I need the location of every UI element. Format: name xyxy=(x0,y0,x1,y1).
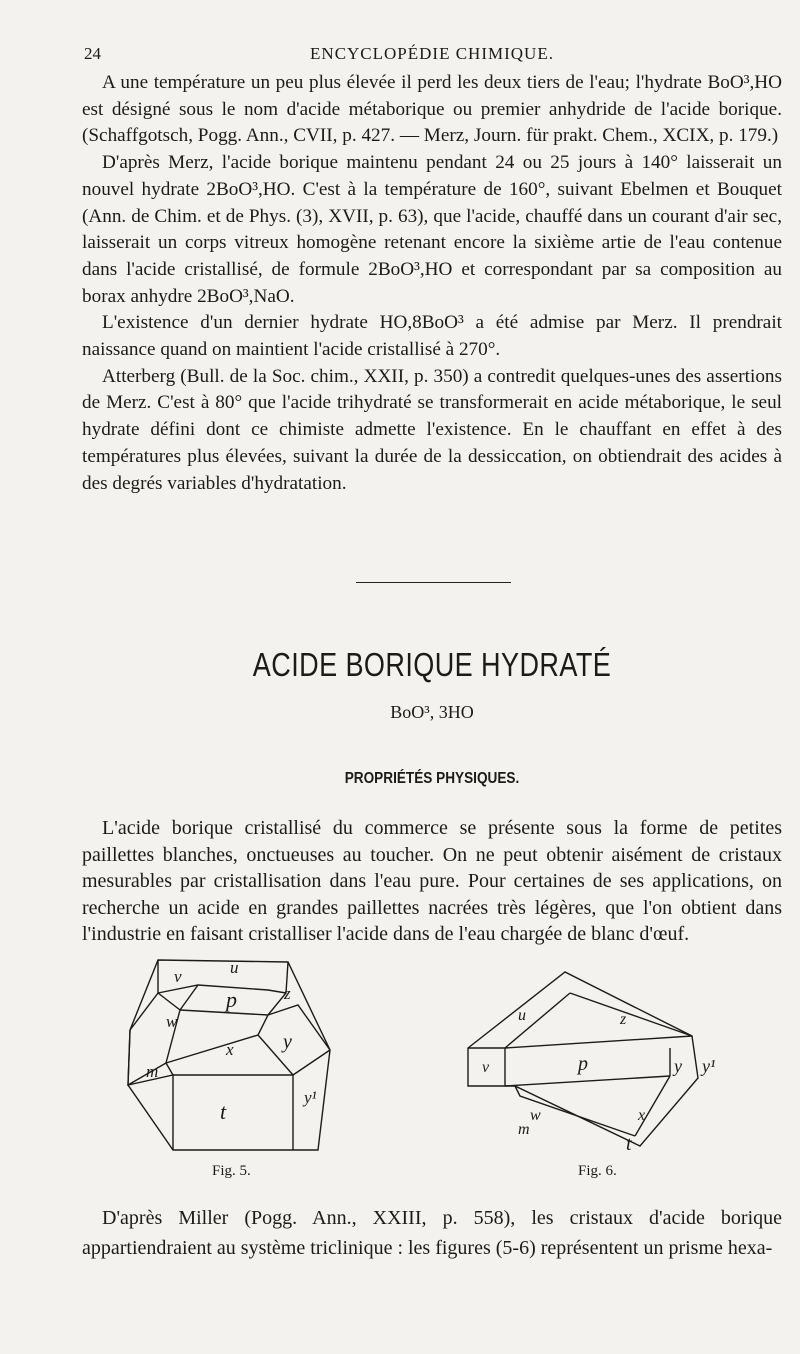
fig5-label-w: w xyxy=(166,1012,178,1031)
fig6-label-v: v xyxy=(482,1059,490,1076)
fig6-label-t: t xyxy=(626,1133,632,1155)
fig5-label-t: t xyxy=(220,1099,227,1124)
fig5-label-p: p xyxy=(226,987,237,1012)
fig5-label-z: z xyxy=(284,984,291,1003)
figure-6-caption: Fig. 6. xyxy=(578,1163,617,1179)
fig5-label-y1: y¹ xyxy=(304,1088,317,1107)
fig6-label-y: y xyxy=(674,1056,682,1076)
bottom-text-block xyxy=(82,1203,782,1263)
top-text-block xyxy=(82,70,782,497)
fig6-label-m: m xyxy=(518,1121,530,1138)
paragraph-merz-hydrate: D'après Merz, l'acide borique maintenu pendant 24 ou 25 jours à 140° laisserait un nouvel hydrate 2BoO³,HO. C'est à la température de 160°, suivant Ebelmen et Bouquet (Ann. de Chim. et de Phys. (3), XVII, p. 63), que l'acide, chauffé dans un courant d'air sec, laisserait un corps vitreux homogène retenant encore la sixième artie de l'eau contenue dans l'acide cristallisé, de formule 2BoO³,HO et correspondant par sa composition au borax anhydre 2BoO³,NaO. xyxy=(82,152,782,307)
paragraph-dernier-hydrate: L'existence d'un dernier hydrate HO,8BoO³ a été admise par Merz. Il prendrait naissance quand on maintient l'acide cristallisé à 270°. xyxy=(82,312,782,361)
fig6-label-u: u xyxy=(518,1007,526,1024)
fig5-label-v: v xyxy=(174,967,182,986)
paragraph-miller: D'après Miller (Pogg. Ann., XXIII, p. 558), les cristaux d'acide borique appartiendraient au système triclinique : les figures (5-6) représentent un prisme hexa- xyxy=(82,1207,782,1259)
paragraph-metaborique: A une température un peu plus élevée il perd les deux tiers de l'eau; l'hydrate BoO³,HO est désigné sous le nom d'acide métaborique ou premier anhydride de l'acide borique. (Schaffgotsch, Pogg. Ann., CVII, p. 427. — Merz, Journ. für prakt. Chem., XCIX, p. 179.) xyxy=(82,72,782,147)
fig6-label-x: x xyxy=(638,1107,646,1124)
section-divider xyxy=(356,582,511,583)
fig6-label-y1: y¹ xyxy=(702,1056,716,1076)
paragraph-atterberg: Atterberg (Bull. de la Soc. chim., XXII, p. 350) a contredit quelques-unes des assertions de Merz. C'est à 80° que l'acide trihydraté se transformerait en acide métaborique, le seul hydrate défini dont ce chimiste admette l'existence. En le chauffant en effet à des températures plus élevées, suivant la durée de la dessiccation, on obtiendrait des acides à des degrés variables d'hydratation. xyxy=(82,365,782,494)
fig6-label-z: z xyxy=(620,1011,627,1028)
page-header xyxy=(84,44,760,68)
fig5-label-x: x xyxy=(226,1040,234,1059)
fig5-label-m: m xyxy=(146,1062,159,1081)
fig5-label-y: y xyxy=(283,1031,292,1053)
section-formula: BoO³, 3HO xyxy=(390,702,474,722)
figure-6-crystal-drawing xyxy=(460,968,750,1158)
fig6-label-w: w xyxy=(530,1107,541,1124)
paragraph-physical-properties: L'acide borique cristallisé du commerce se présente sous la forme de petites paillettes blanches, onctueuses au toucher. On ne peut obtenir aisément de cristaux mesurables par cristallisation dans l'eau pure. Pour certaines de ses applications, on recherche un acide en grandes paillettes nacrées très légères, que l'on obtient dans l'industrie en faisant cristalliser l'acide dans de l'eau chargée de blanc d'œuf. xyxy=(82,817,782,945)
figure-5-crystal-drawing xyxy=(118,955,338,1160)
figure-5-caption: Fig. 5. xyxy=(212,1163,251,1179)
fig5-label-u: u xyxy=(230,958,239,977)
physical-properties-text xyxy=(82,815,782,948)
page-number: 24 xyxy=(84,44,101,63)
subheading: PROPRIÉTÉS PHYSIQUES. xyxy=(344,770,520,787)
fig6-label-p: p xyxy=(578,1053,588,1075)
running-title: ENCYCLOPÉDIE CHIMIQUE. xyxy=(310,44,554,63)
section-title: ACIDE BORIQUE HYDRATÉ xyxy=(252,646,612,683)
